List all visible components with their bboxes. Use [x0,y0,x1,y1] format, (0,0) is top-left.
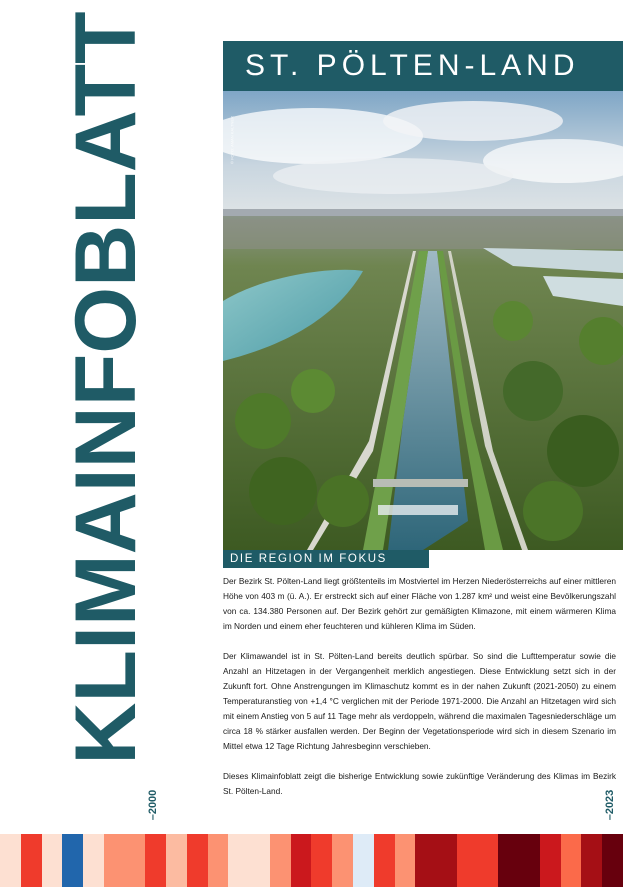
warming-stripe [187,834,208,887]
warming-stripe [540,834,561,887]
warming-stripe [478,834,499,887]
section-heading: DIE REGION IM FOKUS [230,553,387,565]
warming-stripe [311,834,332,887]
vertical-title [58,11,154,765]
vertical-title-text: KLIMAINFOBLATT [58,11,154,765]
warming-stripe [395,834,416,887]
aerial-river-photo [223,91,623,550]
year-end-label: –2023 [604,789,616,821]
warming-stripe [581,834,602,887]
warming-stripe [83,834,104,887]
paragraph-region: Der Bezirk St. Pölten-Land liegt größtenteils im Mostviertel im Herzen Niederösterreichs auf einer mittleren Höhe von 403 m (ü. A.). Er erstreckt sich auf einer Fläche von 1.287 km² und weist eine Bevölkerungszahl von ca. 134.380 Personen auf. Der Bezirk gehört zur gemäßigten Klimazone, mit einem wärmeren Klima im Norden und einem eher feuchteren und kühleren Klima im Süden. [223,576,616,631]
warming-stripe [125,834,146,887]
warming-stripe [249,834,270,887]
warming-stripe [602,834,623,887]
warming-stripe [0,834,21,887]
paragraph-climate-change: Der Klimawandel ist in St. Pölten-Land bereits deutlich spürbar. So sind die Lufttemperatur sowie die Anzahl an Hitzetagen in der Vergangenheit merklich angestiegen. Diese Entwicklung setzt sich in der Zukunft fort. Ohne Anstrengungen im Klimaschutz kommt es in der nahen Zukunft (2021-2050) zu einem Temperaturanstieg von +1,4 °C verglichen mit der Periode 1971-2000. Die Anzahl an Hitzetagen wird sich mit einem Anstieg von 5 auf 11 Tage mehr als verdoppeln, während die maximalen Tagesniederschläge um circa 18 % stärker ausfallen werden. Der Beginn der Vegetationsperiode wird sich in diesem Szenario im Mittel etwa 12 Tage Richtung Jahresbeginn verschieben. [223,651,616,751]
warming-stripe [498,834,519,887]
section-heading-bar [223,550,429,568]
warming-stripe [457,834,478,887]
photo-credit: © FOTO: AMAN KALTNER [229,116,235,164]
year-start-label: –2000 [147,789,159,821]
warming-stripe [166,834,187,887]
warming-stripe [208,834,229,887]
warming-stripe [145,834,166,887]
warming-stripe [21,834,42,887]
warming-stripes [0,834,623,887]
paragraph-summary: Dieses Klimainfoblatt zeigt die bisherige Entwicklung sowie zukünftige Veränderung des Klimas im Bezirk St. Pölten-Land. [223,771,616,796]
district-header [223,41,623,91]
warming-stripe [561,834,582,887]
warming-stripe [62,834,83,887]
warming-stripe [332,834,353,887]
warming-stripe [436,834,457,887]
warming-stripe [291,834,312,887]
warming-stripe [353,834,374,887]
body-text [223,574,616,814]
warming-stripe [104,834,125,887]
warming-stripe [270,834,291,887]
warming-stripe [228,834,249,887]
warming-stripe [519,834,540,887]
warming-stripe [42,834,63,887]
warming-stripe [415,834,436,887]
warming-stripe [374,834,395,887]
district-title: ST. PÖLTEN-LAND [245,49,580,82]
